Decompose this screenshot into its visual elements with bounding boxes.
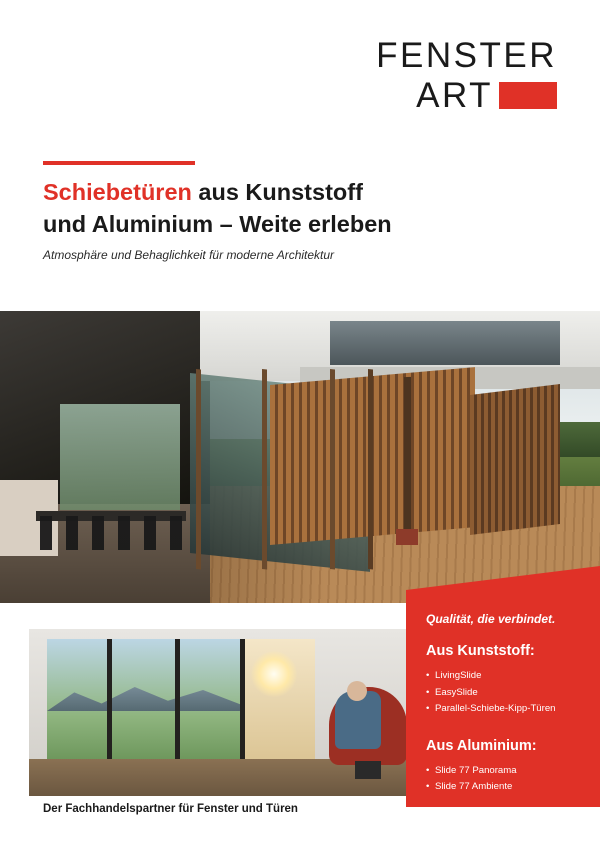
hero-dining-chairs: [40, 516, 190, 550]
panel-list-aluminium: [426, 763, 582, 796]
hero-mullion-4: [368, 369, 373, 570]
hero-mullion-3: [330, 369, 335, 570]
logo-text-art: ART: [416, 76, 493, 115]
list-item: • EasySlide: [426, 685, 582, 702]
secondary-image-reading-room: [29, 629, 471, 796]
brand-logo: [376, 38, 557, 113]
hero-upper-glazing: [330, 321, 560, 365]
page-title-accent: Schiebetüren: [43, 179, 192, 205]
product-info-panel: [406, 590, 600, 807]
panel-heading-kunststoff: Aus Kunststoff:: [426, 643, 535, 659]
photo2-window-frame-3: [240, 639, 245, 779]
list-item: • Parallel-Schiebe-Kipp-Türen: [426, 701, 582, 718]
panel-corner-fold: [406, 566, 600, 590]
panel-list-kunststoff: [426, 668, 582, 718]
hero-wood-slats-right: [470, 384, 560, 535]
panel-title: Qualität, die verbindet.: [426, 612, 556, 626]
logo-second-row: [376, 78, 557, 113]
photo2-window-frame-1: [107, 639, 112, 779]
hero-post: [404, 377, 411, 537]
hero-mullion-2: [262, 369, 267, 570]
hero-interior-window: [60, 404, 180, 509]
hero-mullion-1: [196, 369, 201, 570]
panel-heading-aluminium: Aus Aluminium:: [426, 737, 537, 754]
page-title: [43, 176, 513, 241]
headline-rule: [43, 161, 195, 165]
photo2-floor: [29, 759, 471, 796]
list-item: • Slide 77 Ambiente: [426, 779, 582, 796]
hero-image-terrace: [0, 311, 600, 603]
hero-stool: [396, 529, 418, 545]
logo-text-fenster: FENSTER: [376, 36, 557, 75]
photo2-sun-glare: [251, 651, 297, 697]
list-item: • LivingSlide: [426, 668, 582, 685]
photo2-chair-base: [355, 761, 381, 779]
logo-red-block-icon: [499, 82, 557, 109]
page-title-line2: und Aluminium – Weite erleben: [43, 211, 392, 238]
page-subtitle: Atmosphäre und Behaglichkeit für moderne Architektur: [43, 248, 335, 262]
footer-tagline: Der Fachhandelspartner für Fenster und Türen: [43, 803, 298, 815]
photo2-person-head: [347, 681, 367, 701]
photo2-window-frame-2: [175, 639, 180, 779]
list-item: • Slide 77 Panorama: [426, 763, 582, 780]
page-title-rest: aus Kunststoff: [191, 179, 363, 205]
